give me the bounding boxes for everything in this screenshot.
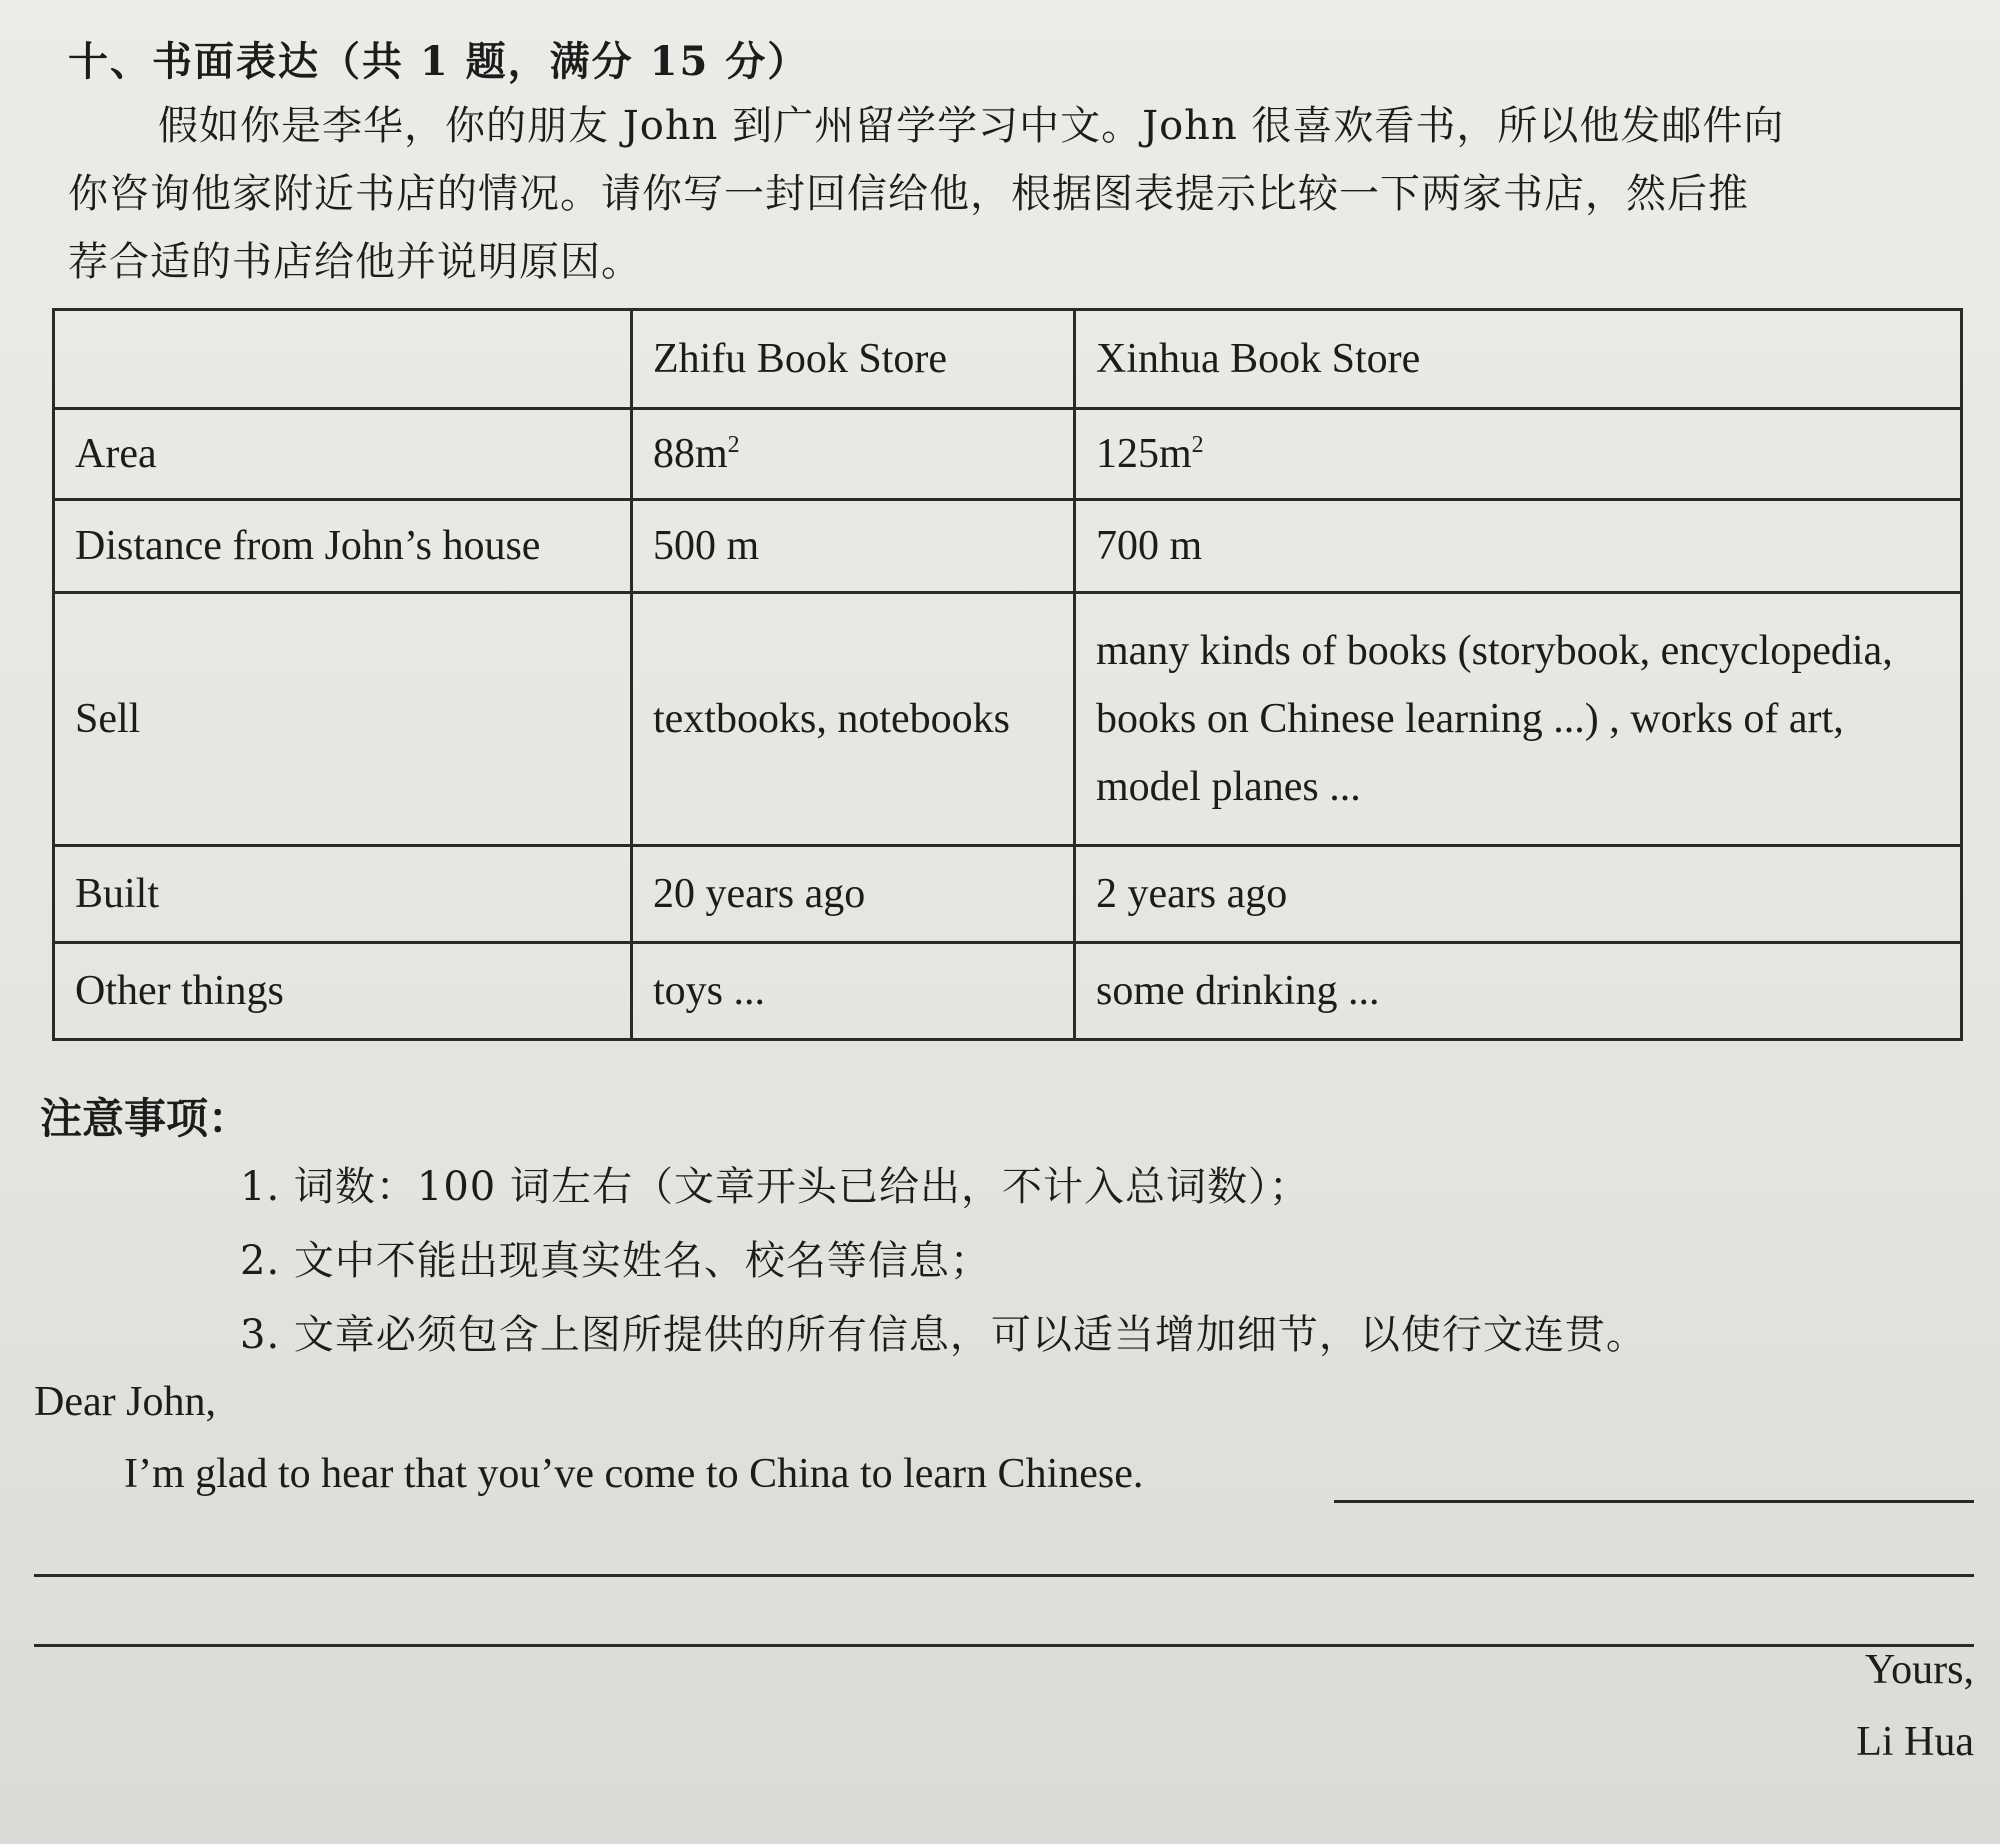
answer-line[interactable] [34,1574,1974,1577]
row-label: Area [54,409,632,500]
bookstore-comparison-table [52,308,1963,1041]
xinhua-area: $125m^2$ [1075,409,1962,500]
xinhua-sell-line: many kinds of books (storybook, encyclopedia, [1096,628,1893,674]
table-row [54,500,1962,593]
letter-signature: Li Hua [1856,1719,1974,1765]
prompt-line: 假如你是李华，你的朋友 John 到广州留学学习中文。John 很喜欢看书，所以他发邮件向 [158,103,1785,149]
xinhua-built: 2 years ago [1075,846,1962,943]
letter-closing: Yours, [1865,1647,1974,1693]
note-item: 2. 文中不能出现真实姓名、校名等信息； [240,1238,991,1284]
xinhua-other: some drinking ... [1075,943,1962,1040]
zhifu-other: toys ... [632,943,1075,1040]
note-item: 3. 文章必须包含上图所提供的所有信息，可以适当增加细节，以使行文连贯。 [240,1312,1647,1358]
row-label: Other things [54,943,632,1040]
row-label: Built [54,846,632,943]
answer-line[interactable] [1334,1500,1974,1503]
note-item: 1. 词数：100 词左右（文章开头已给出，不计入总词数）； [240,1164,1310,1210]
zhifu-distance: 500 m [632,500,1075,593]
xinhua-sell-line: model planes ... [1096,764,1361,810]
xinhua-distance: 700 m [1075,500,1962,593]
table-header-zhifu: Zhifu Book Store [632,310,1075,409]
table-row [54,846,1962,943]
table-row [54,943,1962,1040]
zhifu-sell: textbooks, notebooks [632,593,1075,846]
zhifu-built: 20 years ago [632,846,1075,943]
prompt-line: 你咨询他家附近书店的情况。请你写一封回信给他，根据图表提示比较一下两家书店，然后推 [68,171,1749,217]
notes-title: 注意事项： [40,1094,251,1143]
notes-list [240,1150,1647,1372]
table-row [54,409,1962,500]
row-label: Distance from John’s house [54,500,632,593]
table-header-xinhua: Xinhua Book Store [1075,310,1962,409]
answer-line[interactable] [34,1644,1974,1647]
xinhua-sell-line: books on Chinese learning ...) , works of art, [1096,696,1844,742]
letter-salutation: Dear John, [34,1379,216,1425]
section-title: 十、书面表达（共 1 题，满分 15 分） [68,38,810,85]
table-row [54,593,1962,846]
row-label: Sell [54,593,632,846]
prompt-paragraph [68,92,1968,296]
prompt-line: 荐合适的书店给他并说明原因。 [68,239,642,285]
zhifu-area: $88m^2$ [632,409,1075,500]
letter-opening: I’m glad to hear that you’ve come to China to learn Chinese. [124,1451,1144,1497]
table-header-row [54,310,1962,409]
table-header-empty [54,310,632,409]
xinhua-sell [1075,593,1962,846]
